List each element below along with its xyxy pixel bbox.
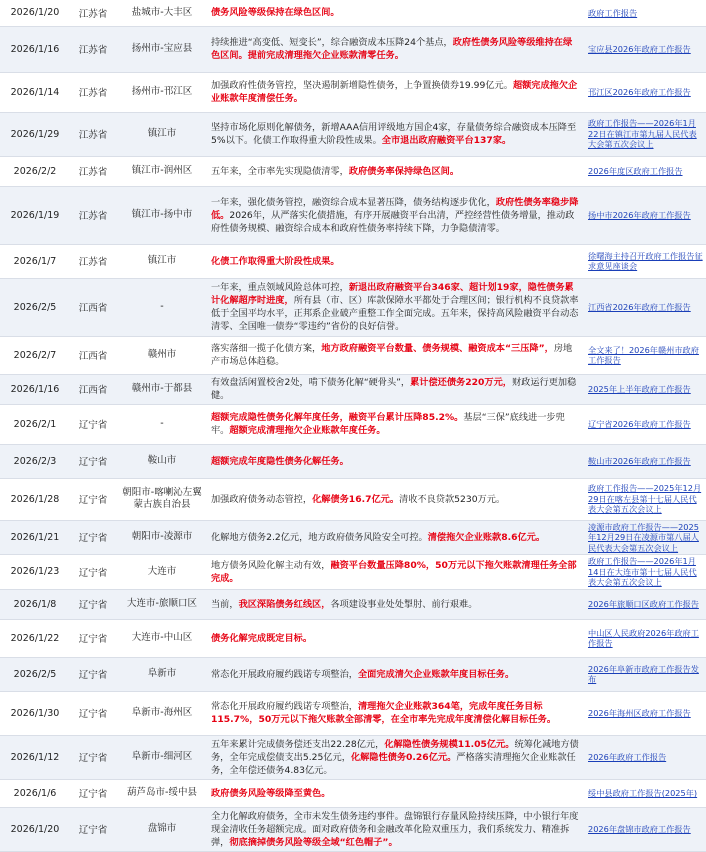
content-text: 地方债务风险化解主动有效， [211,559,331,571]
content-text: 一年来，重点领域风险总体可控， [211,282,349,293]
source-link[interactable]: 政府工作报告——2026年1月22日在镇江市第九届人民代表大会第五次会议上 [588,118,697,150]
date-cell: 2026/1/28 [0,478,70,520]
city-cell: 大连市-中山区 [116,619,208,657]
source-cell [584,779,706,807]
table-row [0,404,706,444]
table-row [0,186,706,244]
city-cell: 鞍山市 [116,444,208,478]
source-cell [584,72,706,112]
content-text: 加强政府债务动态管控， [211,493,313,505]
source-link[interactable]: 绥中县政府工作报告(2025年) [588,787,698,798]
table-row [0,520,706,555]
province-cell: 江苏省 [70,112,116,156]
date-cell: 2026/2/2 [0,156,70,186]
content-cell [208,619,584,657]
source-cell [584,156,706,186]
source-cell [584,555,706,590]
source-link[interactable]: 政府工作报告——2025年12月29日在喀左县第十七届人民代表大会第五次会议上 [588,483,702,515]
table-row [0,26,706,72]
source-link[interactable]: 2026年政府工作报告 [588,751,667,762]
source-link[interactable]: 邗江区2026年政府工作报告 [588,86,691,97]
content-cell [208,444,584,478]
highlighted-text: 新退出政府融资平台346家、超计划19家，隐性债务累计化解超序时进度， [211,282,574,306]
table-row [0,278,706,336]
content-cell [208,404,584,444]
table-row [0,478,706,520]
highlighted-text: 地方政府融资平台数量、债务规模、融资成本“三压降”， [321,343,554,354]
date-cell: 2026/2/7 [0,336,70,374]
city-cell: 大连市 [116,555,208,590]
source-cell [584,520,706,555]
content-cell [208,72,584,112]
province-cell: 辽宁省 [70,404,116,444]
city-cell: 镇江市 [116,244,208,278]
highlighted-text: 超额完成隐性债务化解年度任务，融资平台累计压降85.2%。 [211,412,464,423]
content-text: 一年来，强化债务管控，融资综合成本显著压降，债务结构逐步优化， [211,196,496,208]
content-text: 落实落细一揽子化债方案， [211,343,322,354]
date-cell: 2026/1/23 [0,555,70,590]
table-row [0,374,706,404]
date-cell: 2026/1/30 [0,691,70,735]
content-text: 各项建设事业处处掣肘、前行艰难。 [330,598,478,610]
content-text: 清收不良贷款5230万元。 [399,493,506,505]
content-text: 五年来累计完成债务偿还支出22.28亿元， [211,738,385,750]
table-row [0,444,706,478]
source-cell [584,186,706,244]
highlighted-text: 我区深陷债务红线区， [238,598,331,610]
content-cell [208,779,584,807]
content-text: 2026年，从严落实化债措施，有序开展融资平台出清，严控经营性债务增量，推动政府性债务规模、融资综合成本和政府性债务率持续下降，力争隐债清零。 [211,209,575,234]
highlighted-text: 全面完成清欠企业账款年度目标任务。 [358,668,515,680]
highlighted-text: 债务风险等级保持在绿色区间。 [211,7,340,19]
highlighted-text: 彻底摘掉债务风险等级全域“红色帽子”。 [229,836,398,848]
content-cell [208,374,584,404]
province-cell: 江苏省 [70,156,116,186]
content-text: 财政运行更加稳健。 [211,377,577,401]
source-cell [584,807,706,851]
content-text: 所有县（市、区）库款保障水平都处于合理区间；银行机构不良贷款率低于全国平均水平，正邦系企业破产重整工作全面完成。五年来，保持高风险融资平台动态清零、全国唯一债券“零违约”省份的良好信誉。 [211,295,579,332]
city-cell: 镇江市 [116,112,208,156]
source-cell [584,657,706,691]
source-link[interactable]: 中山区人民政府2026年政府工作报告 [588,627,699,648]
highlighted-text: 化债工作取得重大阶段性成果。 [211,255,340,267]
highlighted-text: 化解隐性债务0.26亿元。 [350,751,457,763]
city-cell: 盘锦市 [116,807,208,851]
source-cell [584,404,706,444]
province-cell: 辽宁省 [70,444,116,478]
date-cell: 2026/1/16 [0,26,70,72]
content-cell [208,278,584,336]
content-cell [208,589,584,619]
content-cell [208,478,584,520]
highlighted-text: 化解债务16.7亿元。 [312,493,400,505]
date-cell: 2026/1/7 [0,244,70,278]
table-row [0,619,706,657]
content-cell [208,336,584,374]
highlighted-text: 化解隐性债务规模11.05亿元。 [384,738,515,750]
source-link[interactable]: 2026年度区政府工作报告 [588,165,683,176]
content-text: 持续推进“高变低、短变长”，综合融资成本压降24个基点， [211,37,453,48]
source-cell [584,0,706,26]
highlighted-text: 超额完成拖欠企业账款年度清偿任务。 [211,80,578,104]
city-cell: 赣州市-于都县 [116,374,208,404]
table-row [0,779,706,807]
content-text: 化解地方债务2.2亿元，地方政府债务风险安全可控。 [211,531,428,543]
source-cell [584,619,706,657]
province-cell: 辽宁省 [70,691,116,735]
table-row [0,735,706,779]
table-row [0,589,706,619]
highlighted-text: 超额完成年度隐性债务化解任务。 [211,455,349,467]
content-cell [208,520,584,555]
source-link[interactable]: 江西省2026年政府工作报告 [588,301,691,312]
content-cell [208,691,584,735]
source-cell [584,244,706,278]
highlighted-text: 政府性债务率稳步降低。 [211,196,579,221]
source-link[interactable]: 鞍山市2026年政府工作报告 [588,455,691,466]
content-text: 房地产市场总体趋稳。 [211,343,573,367]
source-link[interactable]: 2026年海州区政府工作报告 [588,707,691,718]
province-cell: 江西省 [70,278,116,336]
content-cell [208,26,584,72]
content-cell [208,186,584,244]
content-text: 有效盘活闲置校舍2处，啃下债务化解“硬骨头”， [211,377,411,388]
source-link[interactable]: 辽宁省2026年政府工作报告 [588,418,691,429]
source-cell [584,478,706,520]
highlighted-text: 超额完成清理拖欠企业账款年度任务。 [229,425,386,436]
city-cell: 扬州市-宝应县 [116,26,208,72]
date-cell: 2026/2/5 [0,657,70,691]
date-cell: 2026/1/12 [0,735,70,779]
date-cell: 2026/1/6 [0,779,70,807]
source-link[interactable]: 宝应县2026年政府工作报告 [588,43,691,54]
highlighted-text: 政府债务率保持绿色区间。 [348,165,460,177]
province-cell: 辽宁省 [70,555,116,590]
source-cell [584,589,706,619]
content-cell [208,657,584,691]
city-cell: 阜新市-细河区 [116,735,208,779]
province-cell: 辽宁省 [70,657,116,691]
province-cell: 辽宁省 [70,619,116,657]
date-cell: 2026/1/8 [0,589,70,619]
source-link[interactable]: 2025年上半年政府工作报告 [588,383,691,394]
source-link[interactable]: 2026年旅顺口区政府工作报告 [588,598,699,609]
city-cell: 镇江市-扬中市 [116,186,208,244]
content-cell [208,112,584,156]
highlighted-text: 清偿拖欠企业账款8.6亿元。 [427,531,546,543]
city-cell: 镇江市-润州区 [116,156,208,186]
highlighted-text: 清理拖欠企业账款364笔，完成年度任务目标115.7%，50万元以下拖欠账款全部清零，在全市率先完成年度清偿化解目标任务。 [211,701,557,725]
table-row [0,112,706,156]
date-cell: 2026/1/20 [0,807,70,851]
date-cell: 2026/1/29 [0,112,70,156]
date-cell: 2026/2/1 [0,404,70,444]
content-text: 常态化开展政府履约践诺专项整治， [211,668,358,680]
city-cell: 赣州市 [116,336,208,374]
province-cell: 江苏省 [70,26,116,72]
province-cell: 辽宁省 [70,520,116,555]
city-cell: 朝阳市-凌源市 [116,520,208,555]
date-cell: 2026/1/21 [0,520,70,555]
source-link[interactable]: 政府工作报告——2026年1月14日在大连市第十七届人民代表大会第五次会议上 [588,556,697,587]
city-cell: 大连市-旅顺口区 [116,589,208,619]
source-cell [584,735,706,779]
province-cell: 江西省 [70,336,116,374]
province-cell: 辽宁省 [70,779,116,807]
content-text: 五年来，全市率先实现隐债清零， [211,165,349,177]
city-cell: 葫芦岛市-绥中县 [116,779,208,807]
table-row [0,807,706,851]
highlighted-text: 债务化解完成既定目标。 [211,632,313,644]
table-row [0,336,706,374]
content-text: 严格落实清理拖欠企业账款任务，全年偿还债务4.83亿元。 [211,751,576,776]
source-cell [584,336,706,374]
highlighted-text: 融资平台数量压降80%，50万元以下拖欠账款清理任务全部完成。 [211,559,577,584]
city-cell: 朝阳市-喀喇沁左翼蒙古族自治县 [116,478,208,520]
content-cell [208,244,584,278]
content-cell [208,807,584,851]
source-cell [584,374,706,404]
table-row [0,657,706,691]
date-cell: 2026/1/16 [0,374,70,404]
content-text: 基层“三保”底线进一步兜牢。 [211,412,565,436]
province-cell: 江苏省 [70,244,116,278]
content-cell [208,735,584,779]
city-cell: 阜新市-海州区 [116,691,208,735]
date-cell: 2026/1/14 [0,72,70,112]
content-cell [208,555,584,590]
content-cell [208,156,584,186]
source-link[interactable]: 凌源市政府工作报告——2025年12月29日在凌源市第八届人民代表大会第五次会议上 [588,521,699,553]
source-link[interactable]: 2026年盘锦市政府工作报告 [588,823,691,834]
table-row [0,555,706,590]
content-text: 全力化解政府债务，全市未发生债务违约事件。盘锦银行存量风险持续压降，中小银行年度现金清收任务超额完成。面对政府债务和金融改革化险双重压力，我们系统发力、精准拆弹， [211,810,579,848]
date-cell: 2026/1/22 [0,619,70,657]
source-link[interactable]: 徐曙海主持召开政府工作报告征求意见座谈会 [588,250,703,271]
source-link[interactable]: 政府工作报告 [588,7,638,18]
content-text: 加强政府性债务管控，坚决遏制新增隐性债务，上争置换债券19.99亿元。 [211,80,513,91]
source-link[interactable]: 2026年阜新市政府工作报告发布 [588,663,699,684]
date-cell: 2026/2/3 [0,444,70,478]
province-cell: 江苏省 [70,186,116,244]
table-row [0,156,706,186]
province-cell: 江西省 [70,374,116,404]
highlighted-text: 累计偿还债务220万元， [410,377,512,388]
province-cell: 辽宁省 [70,807,116,851]
highlighted-text: 全市退出政府融资平台137家。 [381,135,512,146]
table-row [0,244,706,278]
province-cell: 辽宁省 [70,478,116,520]
highlighted-text: 政府债务风险等级降至黄色。 [211,787,331,799]
table-row [0,0,706,26]
content-text: 坚持市场化原则化解债务，新增AAA信用评级地方国企4家，存量债务综合融资成本压降至5%以下。化债工作取得重大阶段性成果。 [211,122,577,146]
date-cell: 2026/1/20 [0,0,70,26]
province-cell: 辽宁省 [70,735,116,779]
source-cell [584,112,706,156]
city-cell: 盐城市-大丰区 [116,0,208,26]
province-cell: 江苏省 [70,0,116,26]
province-cell: 辽宁省 [70,589,116,619]
source-cell [584,26,706,72]
source-link[interactable]: 全文来了！2026年赣州市政府工作报告 [588,344,699,365]
city-cell: - [116,278,208,336]
source-cell [584,691,706,735]
city-cell: - [116,404,208,444]
table-row [0,72,706,112]
date-cell: 2026/1/19 [0,186,70,244]
table-row [0,691,706,735]
content-text: 当前， [211,598,239,610]
city-cell: 扬州市-邗江区 [116,72,208,112]
source-cell [584,278,706,336]
source-cell [584,444,706,478]
source-link[interactable]: 扬中市2026年政府工作报告 [588,209,691,220]
date-cell: 2026/2/5 [0,278,70,336]
city-cell: 阜新市 [116,657,208,691]
content-cell [208,0,584,26]
highlighted-text: 政府性债务风险等级维持在绿色区间。提前完成清理拖欠企业账款清零任务。 [211,37,573,61]
content-text: 常态化开展政府履约践诺专项整治， [211,701,358,712]
province-cell: 江苏省 [70,72,116,112]
content-text: 统筹化减地方债务，全年完成偿债支出5.25亿元， [211,738,579,763]
